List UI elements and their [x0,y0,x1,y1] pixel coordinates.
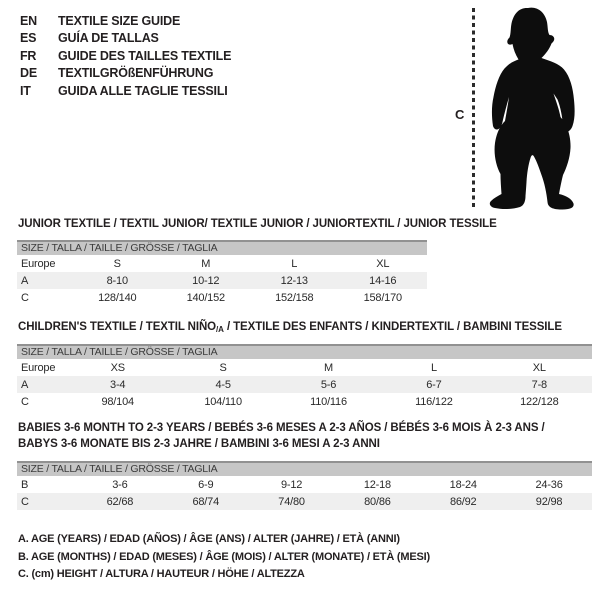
table-cell: 12-13 [280,274,308,287]
babies-title-line2: BABYS 3-6 MONATE BIS 2-3 JAHRE / BAMBINI 3-6 MESI A 2-3 ANNI [18,438,380,450]
lang-row-de [20,65,231,83]
table-cell: 110/116 [310,395,347,408]
babies-size-table [17,461,592,510]
table-cell: 62/68 [106,495,134,508]
table-row-europe [17,359,592,376]
table-cell: XL [376,257,390,270]
lang-code: EN [20,13,37,28]
table-cell: 6-9 [198,478,214,491]
row-label: C [21,395,29,408]
lang-title: GUÍA DE TALLAS [58,31,159,46]
table-cell: 3-6 [112,478,128,491]
table-cell: 140/152 [186,291,225,304]
table-row-height [17,393,592,410]
table-cell: 6-7 [426,378,442,391]
children-title-pre: CHILDREN'S TEXTILE / TEXTIL NIÑO [18,321,217,333]
children-section-title [18,321,562,334]
legend-line-a: A. AGE (YEARS) / EDAD (AÑOS) / ÂGE (ANS) / ALTER (JAHRE) / ETÀ (ANNI) [18,533,400,545]
language-title-block [20,12,231,100]
table-cell: 158/170 [363,291,402,304]
lang-code: ES [20,31,37,46]
table-cell: 7-8 [531,378,547,391]
lang-code: FR [20,48,37,63]
table-row-age [17,272,427,289]
junior-section-title: JUNIOR TEXTILE / TEXTIL JUNIOR/ TEXTILE JUNIOR / JUNIORTEXTIL / JUNIOR TESSILE [18,218,497,230]
row-label: Europe [21,361,56,374]
lang-title: TEXTILE SIZE GUIDE [58,13,181,28]
table-cell: 4-5 [215,378,231,391]
table-cell: 5-6 [320,378,337,391]
children-title-post: / TEXTILE DES ENFANTS / KINDERTEXTIL / BAMBINI TESSILE [223,321,562,333]
table-cell: XL [532,361,546,374]
table-cell: 80/86 [364,495,391,508]
children-size-table [17,344,592,410]
table-cell: 92/98 [535,495,563,508]
row-label: Europe [21,257,56,270]
table-cell: 8-10 [106,274,128,287]
table-cell: S [219,361,227,374]
table-cell: 74/80 [278,495,305,508]
lang-code: IT [20,83,31,98]
size-header-bar: SIZE / TALLA / TAILLE / GRÖSSE / TAGLIA [17,461,592,476]
row-label: A [21,378,29,391]
table-cell: 152/158 [275,291,314,304]
legend-block [18,531,430,584]
table-cell: 9-12 [280,478,303,491]
size-header-bar: SIZE / TALLA / TAILLE / GRÖSSE / TAGLIA [17,240,427,255]
table-cell: 98/104 [101,395,134,408]
table-cell: 128/140 [98,291,137,304]
table-cell: S [113,257,121,270]
junior-size-table [17,240,427,306]
table-cell: 18-24 [449,478,477,491]
legend-line-c: C. (cm) HEIGHT / ALTURA / HAUTEUR / HÖHE / ALTEZZA [18,568,305,580]
row-label: C [21,291,29,304]
row-label: C [21,495,29,508]
table-row-height [17,289,427,306]
table-cell: L [291,257,298,270]
lang-row-it [20,82,231,100]
lang-row-es [20,30,231,48]
lang-title: TEXTILGRÖßENFÜHRUNG [58,66,214,81]
lang-row-en [20,12,231,30]
table-cell: 104/110 [204,395,242,408]
table-cell: 12-18 [363,478,391,491]
legend-line-b: B. AGE (MONTHS) / EDAD (MESES) / ÂGE (MOIS) / ALTER (MONATE) / ETÀ (MESI) [18,550,430,563]
row-label: B [21,478,29,491]
lang-row-fr [20,47,231,65]
lang-code: DE [20,66,37,81]
table-cell: 3-4 [110,378,126,391]
table-row-months [17,476,592,493]
table-cell: 24-36 [535,478,563,491]
table-cell: 14-16 [369,274,397,287]
table-cell: L [430,361,437,374]
lang-title: GUIDE DES TAILLES TEXTILE [58,48,232,63]
children-title-sub: /A [216,325,224,334]
table-row-height [17,493,592,510]
table-row-europe [17,255,427,272]
table-cell: 10-12 [192,274,220,287]
table-cell: 86/92 [449,495,477,508]
table-cell: M [324,361,333,374]
height-measure-dotted-line [472,8,475,210]
table-cell: 116/122 [415,395,453,408]
babies-title-line1: BABIES 3-6 MONTH TO 2-3 YEARS / BEBÉS 3-6 MESES A 2-3 AÑOS / BÉBÉS 3-6 MOIS À 2-3 ANS / [18,422,545,434]
table-cell: XS [110,361,125,374]
baby-silhouette-image [482,3,592,210]
height-measure-label: C [455,107,465,122]
size-header-bar: SIZE / TALLA / TAILLE / GRÖSSE / TAGLIA [17,344,592,359]
row-label: A [21,274,29,287]
table-cell: 68/74 [192,495,219,508]
table-cell: M [201,257,211,270]
babies-section-title [18,420,545,452]
table-cell: 122/128 [520,395,559,408]
table-row-age [17,376,592,393]
lang-title: GUIDA ALLE TAGLIE TESSILI [58,83,228,98]
